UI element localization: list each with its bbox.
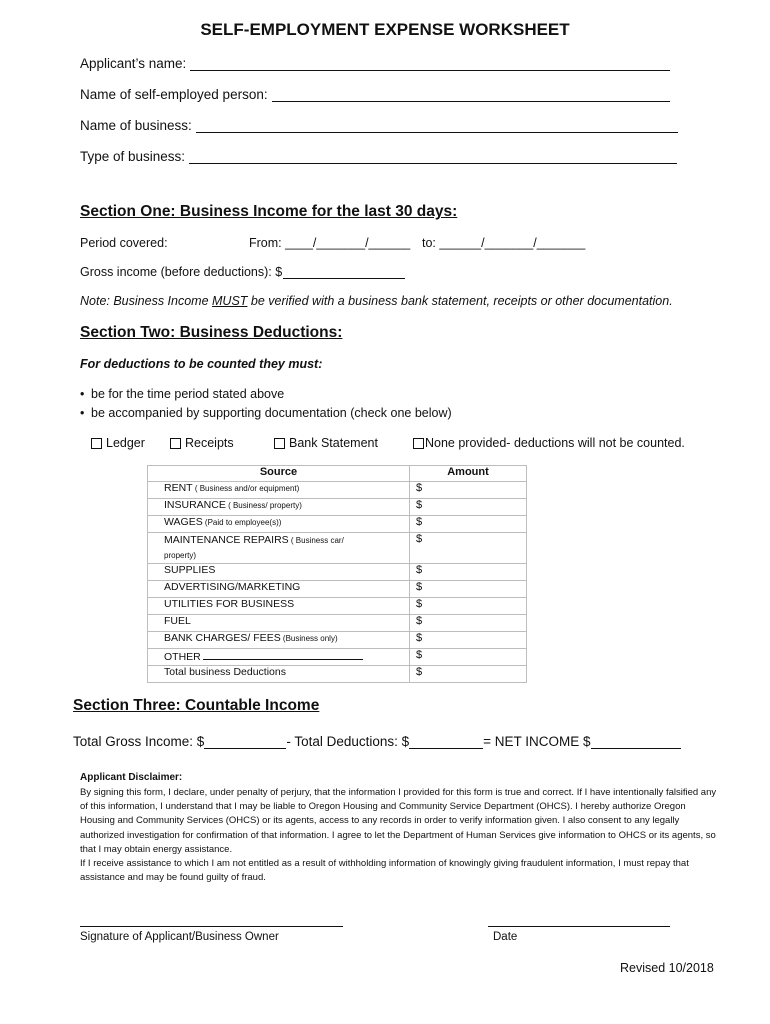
total-gross-label: Total Gross Income: $ bbox=[73, 734, 205, 749]
row-note: ( Business/ property) bbox=[225, 501, 302, 510]
row-label: Total business Deductions bbox=[164, 666, 286, 678]
period-covered-label: Period covered: bbox=[80, 236, 168, 250]
row-label: WAGES bbox=[164, 516, 203, 528]
disclaimer-text bbox=[80, 786, 720, 885]
deductions-table bbox=[147, 465, 527, 683]
table-header-row bbox=[148, 466, 527, 482]
gross-income-label: Gross income (before deductions): $ bbox=[80, 265, 283, 279]
row-label: FUEL bbox=[164, 615, 191, 627]
table-row bbox=[148, 598, 527, 615]
row-amount-input[interactable]: $ bbox=[410, 581, 527, 598]
signature-input[interactable] bbox=[80, 926, 343, 927]
table-row bbox=[148, 615, 527, 632]
row-amount-input[interactable]: $ bbox=[410, 533, 527, 564]
row-source bbox=[148, 564, 410, 581]
section-three-heading: Section Three: Countable Income bbox=[73, 697, 320, 714]
row-note: ( Business and/or equipment) bbox=[192, 484, 300, 493]
revision-date: Revised 10/2018 bbox=[620, 961, 714, 975]
table-row bbox=[148, 533, 527, 564]
checkbox-receipts[interactable] bbox=[170, 436, 234, 450]
row-source bbox=[148, 533, 410, 564]
row-note: (Paid to employee(s)) bbox=[202, 518, 282, 527]
net-income-label: = NET INCOME $ bbox=[483, 734, 591, 749]
self-employed-person-input[interactable] bbox=[272, 88, 670, 102]
net-income-input[interactable] bbox=[591, 736, 681, 749]
row-source bbox=[148, 499, 410, 516]
note-prefix: Note: Business Income bbox=[80, 294, 213, 308]
row-source bbox=[148, 666, 410, 683]
applicant-name-label: Applicant’s name: bbox=[80, 56, 187, 71]
row-source bbox=[148, 516, 410, 533]
table-row bbox=[148, 666, 527, 683]
row-label: OTHER bbox=[164, 651, 201, 663]
period-to[interactable] bbox=[422, 236, 585, 250]
row-label: ADVERTISING/MARKETING bbox=[164, 581, 301, 593]
table-row bbox=[148, 632, 527, 649]
deduction-requirement: For deductions to be counted they must: bbox=[80, 357, 323, 371]
row-label: SUPPLIES bbox=[164, 564, 216, 576]
business-type-input[interactable] bbox=[189, 150, 677, 164]
row-amount-input[interactable]: $ bbox=[410, 516, 527, 533]
table-row bbox=[148, 564, 527, 581]
note-must: MUST bbox=[212, 294, 248, 308]
row-source bbox=[148, 598, 410, 615]
checkbox-ledger-label: Ledger bbox=[106, 436, 145, 450]
total-deductions-input[interactable] bbox=[409, 736, 483, 749]
checkbox-bank-statement[interactable] bbox=[274, 436, 378, 450]
business-type-label: Type of business: bbox=[80, 149, 186, 164]
amount-column-header: Amount bbox=[410, 466, 527, 482]
date-input[interactable] bbox=[488, 926, 670, 927]
business-name-label: Name of business: bbox=[80, 118, 192, 133]
from-label: From: bbox=[249, 236, 282, 250]
business-name-field[interactable] bbox=[80, 118, 678, 133]
row-amount-input[interactable]: $ bbox=[410, 649, 527, 666]
page-title: SELF-EMPLOYMENT EXPENSE WORKSHEET bbox=[200, 20, 570, 39]
disclaimer-heading: Applicant Disclaimer: bbox=[80, 772, 183, 783]
applicant-name-input[interactable] bbox=[190, 57, 670, 71]
row-source bbox=[148, 649, 410, 666]
row-source bbox=[148, 615, 410, 632]
bullet-documentation: • be accompanied by supporting documentation (check one below) bbox=[80, 406, 452, 420]
disclaimer-paragraph: By signing this form, I declare, under penalty of perjury, that the information I provided for this form is true and correct. If I have intentionally falsified any of this information, I understand that I may be liable to Oregon Housing and Community Service Department (OHCS). I hereby authorize Oregon Housing and Community Services (OHCS) or its agents, access to any records in order to verify information given. I also consent to any legally authorized investigation for confirmation of that information. I agree to let the Department of Human Services give information to OHCS or its agents, so that I may obtain energy assistance. bbox=[80, 787, 717, 855]
row-note: ( Business car/ property) bbox=[164, 536, 344, 560]
signature-label: Signature of Applicant/Business Owner bbox=[80, 931, 279, 943]
bullet-time-period: • be for the time period stated above bbox=[80, 387, 284, 401]
row-label: INSURANCE bbox=[164, 499, 226, 511]
row-amount-input[interactable]: $ bbox=[410, 615, 527, 632]
business-name-input[interactable] bbox=[196, 119, 678, 133]
table-row bbox=[148, 649, 527, 666]
gross-income-input[interactable] bbox=[283, 266, 405, 279]
other-description-input[interactable] bbox=[203, 649, 363, 660]
source-column-header: Source bbox=[148, 466, 410, 482]
net-income-line bbox=[73, 734, 681, 749]
from-date-input[interactable]: ____/_______/______ bbox=[285, 236, 411, 250]
date-label: Date bbox=[493, 931, 518, 943]
checkbox-none-provided[interactable] bbox=[413, 436, 685, 450]
checkbox-none-provided-label: None provided- deductions will not be counted. bbox=[425, 436, 685, 450]
row-source bbox=[148, 482, 410, 499]
checkbox-none-provided-box[interactable] bbox=[413, 438, 424, 449]
business-type-field[interactable] bbox=[80, 149, 677, 164]
to-label: to: bbox=[422, 236, 436, 250]
row-note: (Business only) bbox=[280, 634, 338, 643]
gross-income-field[interactable] bbox=[80, 265, 405, 279]
row-label: BANK CHARGES/ FEES bbox=[164, 632, 281, 644]
disclaimer-paragraph: If I receive assistance to which I am not entitled as a result of withholding information of knowingly giving fraudulent information, I must repay that assistance and may be found guilty of fraud. bbox=[80, 858, 689, 884]
row-label: UTILITIES FOR BUSINESS bbox=[164, 598, 295, 610]
applicant-name-field[interactable] bbox=[80, 56, 670, 71]
note-suffix: be verified with a business bank statement, receipts or other documentation. bbox=[247, 294, 673, 308]
to-date-input[interactable]: ______/_______/_______ bbox=[439, 236, 586, 250]
period-from[interactable] bbox=[249, 236, 410, 250]
row-amount-input[interactable]: $ bbox=[410, 564, 527, 581]
table-row bbox=[148, 581, 527, 598]
checkbox-bank-statement-label: Bank Statement bbox=[289, 436, 378, 450]
total-deductions-label: - Total Deductions: $ bbox=[286, 734, 410, 749]
section-two-heading: Section Two: Business Deductions: bbox=[80, 324, 343, 341]
row-amount-input[interactable]: $ bbox=[410, 499, 527, 516]
row-label: MAINTENANCE REPAIRS bbox=[164, 534, 289, 546]
table-row bbox=[148, 499, 527, 516]
row-label: RENT bbox=[164, 482, 193, 494]
verification-note bbox=[80, 294, 673, 308]
checkbox-receipts-label: Receipts bbox=[185, 436, 234, 450]
total-gross-input[interactable] bbox=[204, 736, 286, 749]
row-source bbox=[148, 632, 410, 649]
row-amount-input[interactable]: $ bbox=[410, 482, 527, 499]
checkbox-ledger[interactable] bbox=[91, 436, 145, 450]
self-employed-person-field[interactable] bbox=[80, 87, 670, 102]
row-amount-input[interactable]: $ bbox=[410, 598, 527, 615]
row-amount-input[interactable]: $ bbox=[410, 666, 527, 683]
row-source bbox=[148, 581, 410, 598]
row-amount-input[interactable]: $ bbox=[410, 632, 527, 649]
table-row bbox=[148, 516, 527, 533]
checkbox-ledger-box[interactable] bbox=[91, 438, 102, 449]
self-employed-person-label: Name of self-employed person: bbox=[80, 87, 268, 102]
checkbox-receipts-box[interactable] bbox=[170, 438, 181, 449]
checkbox-bank-statement-box[interactable] bbox=[274, 438, 285, 449]
section-one-heading: Section One: Business Income for the last 30 days: bbox=[80, 203, 458, 220]
table-row bbox=[148, 482, 527, 499]
